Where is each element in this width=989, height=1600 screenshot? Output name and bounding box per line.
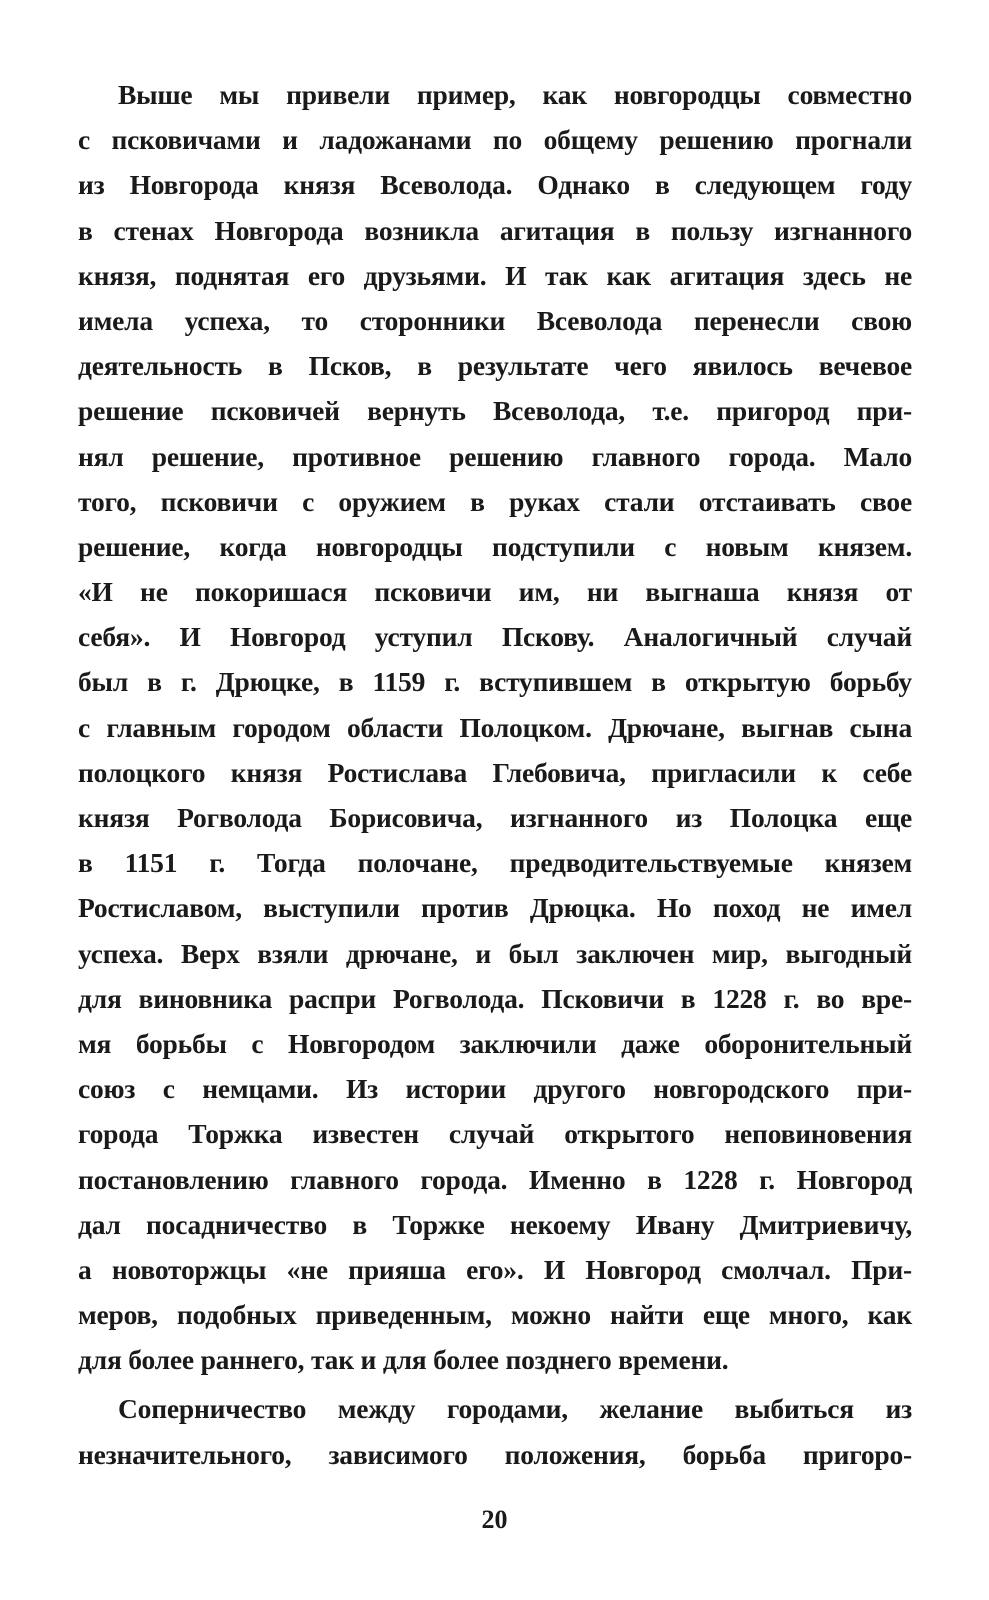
text-line: «И не покоришася псковичи им, ни выгнаша князя от — [78, 576, 912, 608]
text-line: был в г. Дрюцке, в 1159 г. вступившем в открытую борьбу — [78, 666, 912, 698]
text-line: полоцкого князя Ростислава Глебовича, пригласили к себе — [78, 756, 912, 788]
text-line: Выше мы привели пример, как новгородцы совместно — [118, 79, 912, 110]
text-line: успеха. Верх взяли дрючане, и был заключен мир, выгодный — [78, 937, 912, 969]
text-line: города Торжка известен случай открытого неповиновения — [78, 1118, 912, 1150]
text-line: с псковичами и ладожанами по общему решению прогнали — [78, 124, 912, 156]
text-line: в 1151 г. Тогда полочане, предводительствуемые князем — [78, 847, 912, 879]
text-line: в стенах Новгорода возникла агитация в пользу изгнанного — [78, 214, 912, 246]
text-line: мя борьбы с Новгородом заключили даже оборонительный — [78, 1027, 912, 1059]
text-line: с главным городом области Полоцком. Дрючане, выгнав сына — [78, 711, 912, 743]
text-line: из Новгорода князя Всеволода. Однако в следующем году — [78, 169, 912, 201]
text-line: меров, подобных приведенным, можно найти еще много, как — [78, 1299, 912, 1331]
text-line: нял решение, противное решению главного города. Мало — [78, 440, 912, 472]
text-line: имела успеха, то сторонники Всеволода перенесли свою — [78, 304, 912, 336]
text-line: Соперничество между городами, желание выбиться из — [118, 1393, 912, 1425]
text-line: Ростиславом, выступили против Дрюцка. Но поход не имел — [78, 892, 912, 924]
text-line: того, псковичи с оружием в руках стали отстаивать свое — [78, 485, 912, 517]
text-line: князя Рогволода Борисовича, изгнанного из Полоцка еще — [78, 802, 912, 833]
text-line: решение псковичей вернуть Всеволода, т.е. пригород при- — [78, 395, 912, 427]
text-line: деятельность в Псков, в результате чего явилось вечевое — [78, 350, 912, 382]
text-line: для более раннего, так и для более позднего времени. — [78, 1344, 729, 1376]
paragraph-1 — [78, 72, 912, 1382]
text-line: себя». И Новгород уступил Пскову. Аналогичный случай — [78, 621, 912, 653]
paragraph-2 — [78, 1386, 912, 1476]
text-line: решение, когда новгородцы подступили с новым князем. — [78, 530, 912, 562]
page-body — [78, 72, 912, 1477]
text-line: князя, поднятая его друзьями. И так как агитация здесь не — [78, 259, 912, 291]
text-line: союз с немцами. Из истории другого новгородского при- — [78, 1073, 912, 1105]
text-line: дал посадничество в Торжке некоему Ивану Дмитриевичу, — [78, 1208, 912, 1240]
text-line: для виновника распри Рогволода. Псковичи в 1228 г. во вре- — [78, 982, 912, 1014]
page-number: 20 — [481, 1505, 508, 1534]
text-line: а новоторжцы «не прияша его». И Новгород смолчал. При- — [78, 1253, 912, 1285]
text-line: постановлению главного города. Именно в 1228 г. Новгород — [78, 1163, 912, 1195]
text-line: незначительного, зависимого положения, борьба пригоро- — [78, 1438, 912, 1470]
